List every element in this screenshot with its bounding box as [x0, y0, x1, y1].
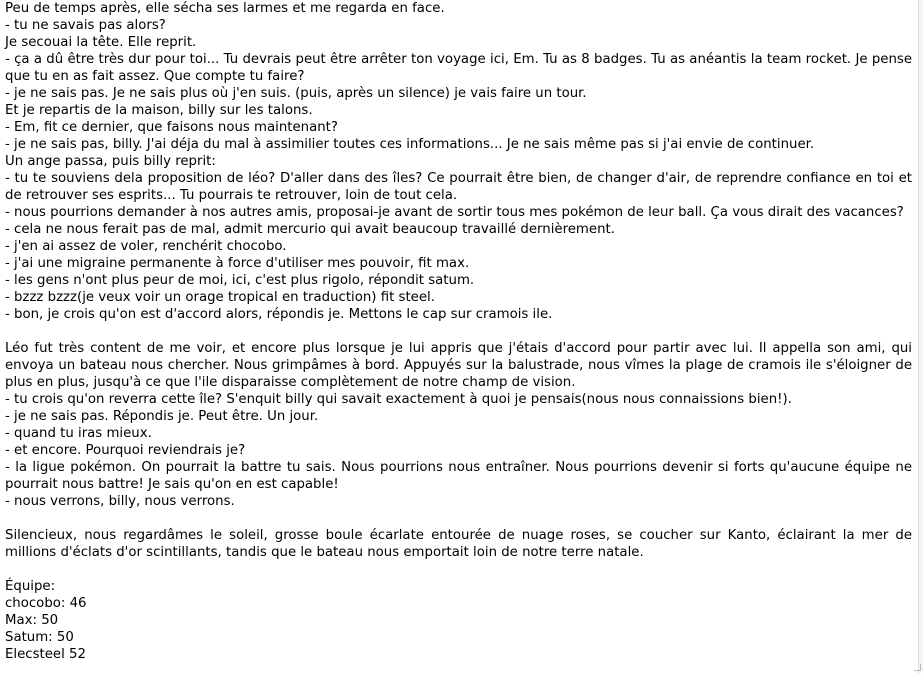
blank-line: [5, 561, 912, 578]
paragraph: - je ne sais pas. Répondis je. Peut être. Un jour.: [5, 409, 319, 424]
team-heading: Équipe:: [5, 579, 56, 594]
vertical-scrollbar[interactable]: [918, 0, 923, 673]
paragraph: - quand tu iras mieux.: [5, 426, 152, 441]
paragraph: - tu crois qu'on reverra cette île? S'enquit billy qui savait exactement à quoi je pensais(nous nous connaissions bien!).: [5, 392, 792, 407]
paragraph: - tu ne savais pas alors?: [5, 18, 166, 33]
blank-line: [5, 323, 912, 340]
paragraph: - la ligue pokémon. On pourrait la battre tu sais. Nous pourrions nous entraîner. Nous pourrions devenir si forts qu'aucune équipe ne pourrait nous battre! Je sais qu'on en est capable!: [5, 460, 912, 492]
paragraph: Un ange passa, puis billy reprit:: [5, 154, 216, 169]
paragraph: - je ne sais pas, billy. J'ai déja du mal à assimilier toutes ces informations... Je ne sais même pas si j'ai envie de continuer.: [5, 137, 815, 152]
paragraph: - cela ne nous ferait pas de mal, admit mercurio qui avait beaucoup travaillé dernièrement.: [5, 222, 615, 237]
paragraph: - nous pourrions demander à nos autres amis, proposai-je avant de sortir tous mes pokémon de leur ball. Ça vous dirait des vacances?: [5, 205, 904, 220]
resize-grip-icon[interactable]: [914, 664, 921, 671]
paragraph: - je ne sais pas. Je ne sais plus où j'en suis. (puis, après un silence) je vais faire un tour.: [5, 86, 587, 101]
paragraph: Peu de temps après, elle sécha ses larmes et me regarda en face.: [5, 1, 445, 16]
blank-line: [5, 510, 912, 527]
paragraph: Léo fut très content de me voir, et encore plus lorsque je lui appris que j'étais d'accord pour partir avec lui. Il appella son ami, qui envoya un bateau nous chercher. Nous grimpâmes à bord. Appuyés sur la balustrade, nous vîmes la plage de cramois ile s'éloigner de plus en plus, jusqu'à ce que l'ile disparaisse complètement de notre champ de vision.: [5, 341, 912, 390]
team-member: Satum: 50: [5, 630, 74, 645]
document-body: [5, 0, 912, 663]
paragraph: Silencieux, nous regardâmes le soleil, grosse boule écarlate entourée de nuage roses, se coucher sur Kanto, éclairant la mer de millions d'éclats d'or scintillants, tandis que le bateau nous emportait loin de notre terre natale.: [5, 528, 912, 560]
paragraph: - nous verrons, billy, nous verrons.: [5, 494, 235, 509]
paragraph: - j'en ai assez de voler, renchérit chocobo.: [5, 239, 287, 254]
paragraph: Et je repartis de la maison, billy sur les talons.: [5, 103, 313, 118]
team-member: Elecsteel 52: [5, 647, 86, 662]
team-member: Max: 50: [5, 613, 59, 628]
paragraph: - bzzz bzzz(je veux voir un orage tropical en traduction) fit steel.: [5, 290, 435, 305]
paragraph: - Em, fit ce dernier, que faisons nous maintenant?: [5, 120, 338, 135]
paragraph: - ça a dû être très dur pour toi... Tu devrais peut être arrêter ton voyage ici, Em. Tu as 8 badges. Tu as anéantis la team rocket. Je pense que tu en as fait assez. Que compte tu faire?: [5, 52, 912, 84]
paragraph: - tu te souviens dela proposition de léo? D'aller dans des îles? Ce pourrait être bien, de changer d'air, de reprendre confiance en toi et de retrouver ses esprits... Tu pourrais te retrouver, loin de tout cela.: [5, 171, 912, 203]
paragraph: Je secouai la tête. Elle reprit.: [5, 35, 197, 50]
paragraph: - et encore. Pourquoi reviendrais je?: [5, 443, 246, 458]
paragraph: - les gens n'ont plus peur de moi, ici, c'est plus rigolo, répondit satum.: [5, 273, 475, 288]
paragraph: - bon, je crois qu'on est d'accord alors, répondis je. Mettons le cap sur cramois ile.: [5, 307, 553, 322]
team-member: chocobo: 46: [5, 596, 87, 611]
paragraph: - j'ai une migraine permanente à force d'utiliser mes pouvoir, fit max.: [5, 256, 470, 271]
